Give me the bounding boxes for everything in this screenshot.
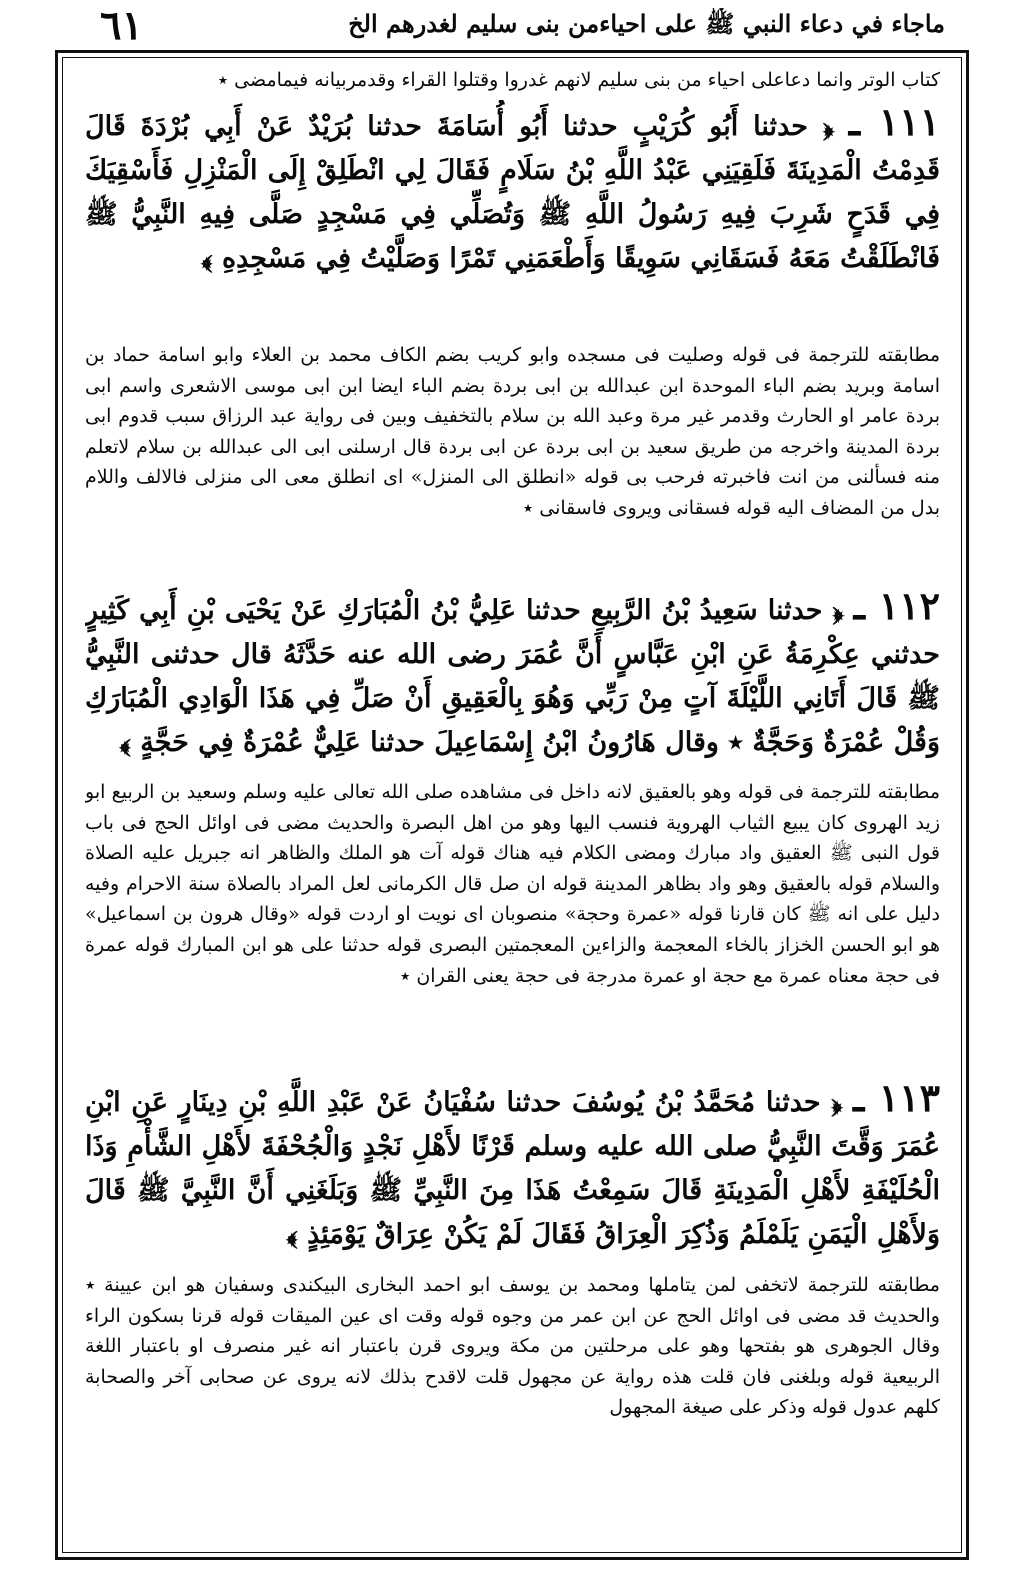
hadith-113 xyxy=(85,1076,940,1262)
page-content xyxy=(85,66,940,1460)
hadith-text: ﴿ حدثنا أَبُو كُرَيْبٍ حدثنا أَبُو أُسَامَةَ حدثنا بُرَيْدٌ عَنْ أَبِي بُرْدَةَ قَالَ قَدِمْتُ الْمَدِينَةَ فَلَقِيَنِي عَبْدُ اللَّهِ بْنُ سَلَامٍ فَقَالَ لِي انْطَلِقْ إِلَى الْمَنْزِلِ فَأَسْقِيَكَ فِي قَدَحٍ شَرِبَ فِيهِ رَسُولُ اللَّهِ ﷺ وَتُصَلِّي فِي مَسْجِدٍ صَلَّى فِيهِ النَّبِيُّ ﷺ فَانْطَلَقْتُ مَعَهُ فَسَقَانِي سَوِيقًا وَأَطْعَمَنِي تَمْرًا وَصَلَّيْتُ فِي مَسْجِدِهِ ﴾ xyxy=(85,111,940,274)
hadith-number: ١١٢ ـ xyxy=(853,584,940,628)
hadith-111 xyxy=(85,100,940,332)
hadith-112 xyxy=(85,584,940,769)
hadith-number: ١١٣ ـ xyxy=(853,1076,940,1120)
commentary-112: مطابقته للترجمة فى قوله وهو بالعقيق لانه داخل فى مشاهده صلى الله تعالى عليه وسلم وسعيد بن الربيع ابو زيد الهروى كان يبيع الثياب الهروية فنسب اليها وهو من اهل البصرة والحديث مضى فى اوائل الحج فى باب قول النبى ﷺ العقيق واد مبارك ومضى الكلام فيه هناك قوله آت هو الملك والظاهر انه جبريل عليه الصلاة والسلام قوله بالعقيق وهو واد بظاهر المدينة قوله ان صل قال الكرمانى لعل المراد بالصلاة سنة الاحرام وفيه دليل على انه ﷺ كان قارنا قوله «عمرة وحجة» منصوبان اى نويت او اردت قوله «وقال هرون بن اسماعيل» هو ابو الحسن الخزاز بالخاء المعجمة والزاءين المعجمتين البصرى قوله حدثنا على هو ابن المبارك قوله عمرة فى حجة معناه عمرة مع حجة او عمرة مدرجة فى حجة يعنى القران ٭ xyxy=(85,781,940,987)
page-header xyxy=(55,0,965,50)
hadith-text: ﴿ حدثنا مُحَمَّدُ بْنُ يُوسُفَ حدثنا سُفْيَانُ عَنْ عَبْدِ اللَّهِ بْنِ دِينَارٍ عَنِ ابْنِ عُمَرَ وَقَّتَ النَّبِيُّ صلى الله عليه وسلم قَرْنًا لأَهْلِ نَجْدٍ وَالْجُحْفَةَ لأَهْلِ الشَّأْمِ وَذَا الْحُلَيْفَةِ لأَهْلِ الْمَدِينَةِ قَالَ سَمِعْتُ هَذَا مِنَ النَّبِيِّ ﷺ وَبَلَغَنِي أَنَّ النَّبِيَّ ﷺ قَالَ وَلأَهْلِ الْيَمَنِ يَلَمْلَمُ وَذُكِرَ الْعِرَاقُ فَقَالَ لَمْ يَكُنْ عِرَاقٌ يَوْمَئِذٍ ﴾ xyxy=(85,1087,940,1250)
hadith-number: ١١١ ـ xyxy=(848,100,940,144)
hadith-text: ﴿ حدثنا سَعِيدُ بْنُ الرَّبِيعِ حدثنا عَلِيُّ بْنُ الْمُبَارَكِ عَنْ يَحْيَى بْنِ أَبِي كَثِيرٍ حدثني عِكْرِمَةُ عَنِ ابْنِ عَبَّاسٍ أَنَّ عُمَرَ رضى الله عنه حَدَّثَهُ قال حدثنى النَّبِيُّ ﷺ قَالَ أَتَانِي اللَّيْلَةَ آتٍ مِنْ رَبِّي وَهُوَ بِالْعَقِيقِ أَنْ صَلِّ فِي هَذَا الْوَادِي الْمُبَارَكِ وَقُلْ عُمْرَةٌ وَحَجَّةٌ ٭ وقال هَارُونُ ابْنُ إِسْمَاعِيلَ حدثنا عَلِيٌّ عُمْرَةٌ فِي حَجَّةٍ ﴾ xyxy=(85,595,940,758)
page-number: ٦١ xyxy=(100,2,143,49)
commentary-113: مطابقته للترجمة لاتخفى لمن يتاملها ومحمد بن يوسف ابو احمد البخارى البيكندى وسفيان هو ابن عيينة ٭ والحديث قد مضى فى اوائل الحج عن ابن عمر من وجوه قوله وقت اى عين الميقات قوله قرنا بسكون الراء وقال الجوهرى هو بفتحها وهو على مرحلتين من مكة ويروى قرن باعتبار انه غير منصرف او باعتبار اللغة الربيعية قوله وبلغنى فان قلت هذه رواية عن مجهول قلت لاقدح بذلك لانه يروى عن صحابى آخر والصحابة كلهم عدول قوله وذكر على صيغة المجهول xyxy=(85,1274,940,1419)
commentary-111: مطابقته للترجمة فى قوله وصليت فى مسجده وابو كريب بضم الكاف محمد بن العلاء وابو اسامة حماد بن اسامة وبريد بضم الباء الموحدة ابن عبدالله بن ابى بردة بضم الباء ايضا ابن ابى موسى الاشعرى واسم ابى بردة عامر او الحارث وقدمر غير مرة وعبد الله بن سلام بالتخفيف وبين فى رواية عبد الرزاق سبب قدوم ابى بردة المدينة واخرجه من طريق سعيد بن ابى بردة عن ابى بردة قال ارسلنى ابى الى عبدالله بن سلام لاتعلم منه فسألنى من انت فاخبرته فرحب بى قوله «انطلق الى المنزل» اى انطلق معى الى منزلى فالالف واللام بدل من المضاف اليه قوله فسقانى ويروى فاسقانى ٭ xyxy=(85,344,940,519)
chapter-title: ماجاء في دعاء النبي ﷺ على احياءمن بنى سليم لغدرهم الخ xyxy=(348,9,945,38)
intro-line: كتاب الوتر وانما دعاعلى احياء من بنى سليم لانهم غدروا وقتلوا القراء وقدمربيانه فيمامضى ٭ xyxy=(217,69,940,91)
